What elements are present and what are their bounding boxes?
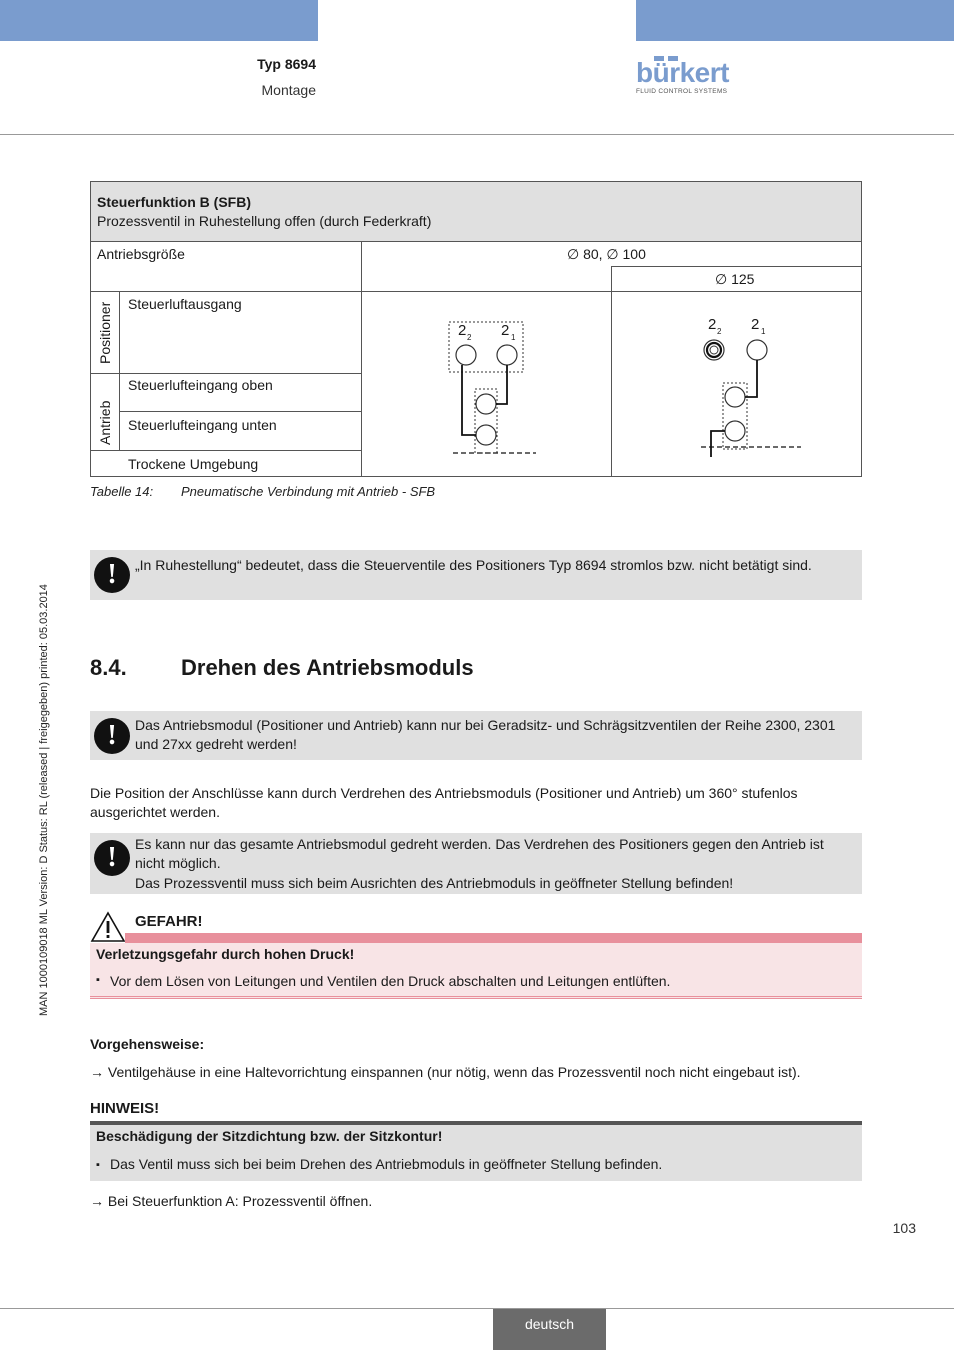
document-id-vertical: MAN 1000109018 ML Version: D Status: RL (released | freigegeben) printed: 05.03.2014	[38, 584, 50, 1016]
row-outlet: Steuerluftausgang	[128, 296, 242, 312]
section-heading	[90, 655, 474, 681]
header-divider	[0, 134, 954, 135]
hint-body	[90, 1125, 862, 1181]
port-2-2-b-main: 2	[708, 316, 717, 333]
header-bar-right	[636, 0, 954, 41]
procedure-step-2: → Bei Steuerfunktion A: Prozessventil öffnen.	[90, 1193, 373, 1209]
logo-subtitle: FLUID CONTROL SYSTEMS	[636, 88, 728, 95]
table-rule	[611, 266, 861, 267]
header-section: Montage	[261, 82, 316, 98]
bullet-icon: ▪	[96, 1159, 100, 1171]
exclamation-circle-icon: !	[94, 557, 130, 593]
row-inlet-top: Steuerlufteingang oben	[128, 377, 273, 393]
size-a: ∅ 80, ∅ 100	[567, 246, 646, 262]
warning-triangle-icon	[90, 911, 126, 943]
table-rule	[91, 291, 861, 292]
size-b: ∅ 125	[715, 271, 755, 287]
note-text: Das Antriebsmodul (Positioner und Antrieb) kann nur bei Geradsitz- und Schrägsitzventilen der Reihe 2300, 2301 und 27xx gedreht werden!	[135, 717, 836, 752]
port-2-2-b-sub: 2	[717, 327, 722, 336]
hint-item: Das Ventil muss sich bei beim Drehen des Antriebmoduls in geöffneter Stellung befinden.	[110, 1156, 663, 1172]
header-type: Typ 8694	[257, 56, 316, 72]
note-text-1: Es kann nur das gesamte Antriebsmodul gedreht werden. Das Verdrehen des Positioners gegen den Antrieb ist nicht möglich.	[135, 836, 824, 871]
port-2-2-a-sub: 2	[467, 333, 472, 342]
port-2-1-a-main: 2	[501, 322, 510, 339]
port-2-1-b-main: 2	[751, 316, 760, 333]
danger-bar	[125, 933, 862, 943]
burkert-logo	[636, 58, 736, 98]
danger-title: Verletzungsgefahr durch hohen Druck!	[96, 946, 355, 962]
pneumatic-connection-table	[90, 181, 862, 477]
table-rule	[119, 291, 120, 450]
positioner-label: Positioner	[97, 301, 113, 364]
table-title: Steuerfunktion B (SFB)	[97, 194, 251, 210]
row-inlet-bottom: Steuerlufteingang unten	[128, 417, 277, 433]
table-caption	[90, 484, 436, 499]
table-subtitle: Prozessventil in Ruhestellung offen (durch Federkraft)	[97, 213, 432, 229]
bullet-icon: ▪	[96, 974, 100, 986]
section-number: 8.4.	[90, 655, 127, 680]
danger-body	[90, 943, 862, 999]
procedure-label: Vorgehensweise:	[90, 1036, 205, 1052]
note-box-rest-position	[90, 550, 862, 600]
exclamation-circle-icon: !	[94, 718, 130, 754]
language-tab: deutsch	[493, 1309, 606, 1350]
hint-title: Beschädigung der Sitzdichtung bzw. der Sitzkontur!	[96, 1128, 443, 1144]
port-2-2-a-main: 2	[458, 322, 467, 339]
port-2-1-b-sub: 1	[761, 327, 766, 336]
exclamation-circle-icon: !	[94, 840, 130, 876]
size-label: Antriebsgröße	[97, 246, 185, 262]
caption-text: Pneumatische Verbindung mit Antrieb - SFB	[181, 484, 436, 499]
header-bar-left	[0, 0, 318, 41]
antrieb-label: Antrieb	[97, 400, 113, 445]
hint-label: HINWEIS!	[90, 1100, 160, 1117]
note-text-2: Das Prozessventil muss sich beim Ausrichten des Antriebmoduls in geöffneter Stellung befinden!	[135, 875, 734, 891]
table-rule	[91, 450, 361, 451]
table-rule	[361, 241, 362, 476]
table-rule	[611, 266, 612, 476]
note-text: „In Ruhestellung“ bedeutet, dass die Steuerventile des Positioners Typ 8694 stromlos bzw. nicht betätigt sind.	[135, 557, 812, 573]
procedure-step-1: → Ventilgehäuse in eine Haltevorrichtung einspannen (nur nötig, wenn das Prozessventil noch nicht eingebaut ist).	[90, 1064, 801, 1080]
danger-item: Vor dem Lösen von Leitungen und Ventilen den Druck abschalten und Leitungen entlüften.	[110, 973, 671, 989]
row-dry: Trockene Umgebung	[128, 456, 259, 472]
table-rule	[119, 411, 361, 412]
danger-label: GEFAHR!	[135, 913, 203, 930]
section-title: Drehen des Antriebsmoduls	[181, 655, 474, 680]
body-paragraph: Die Position der Anschlüsse kann durch Verdrehen des Antriebsmoduls (Positioner und Antrieb) um 360° stufenlos ausgerichtet werden.	[90, 785, 798, 820]
table-header	[91, 182, 861, 241]
note-box-rotation	[90, 833, 862, 894]
page-number: 103	[892, 1220, 916, 1236]
connection-diagram-a	[431, 307, 541, 457]
table-rule	[91, 373, 361, 374]
logo-word: bürkert	[636, 57, 729, 88]
caption-label: Tabelle 14:	[90, 484, 154, 499]
port-2-1-a-sub: 1	[511, 333, 516, 342]
footer-divider	[0, 1308, 954, 1309]
table-rule	[91, 241, 861, 242]
note-box-valve-series	[90, 711, 862, 760]
